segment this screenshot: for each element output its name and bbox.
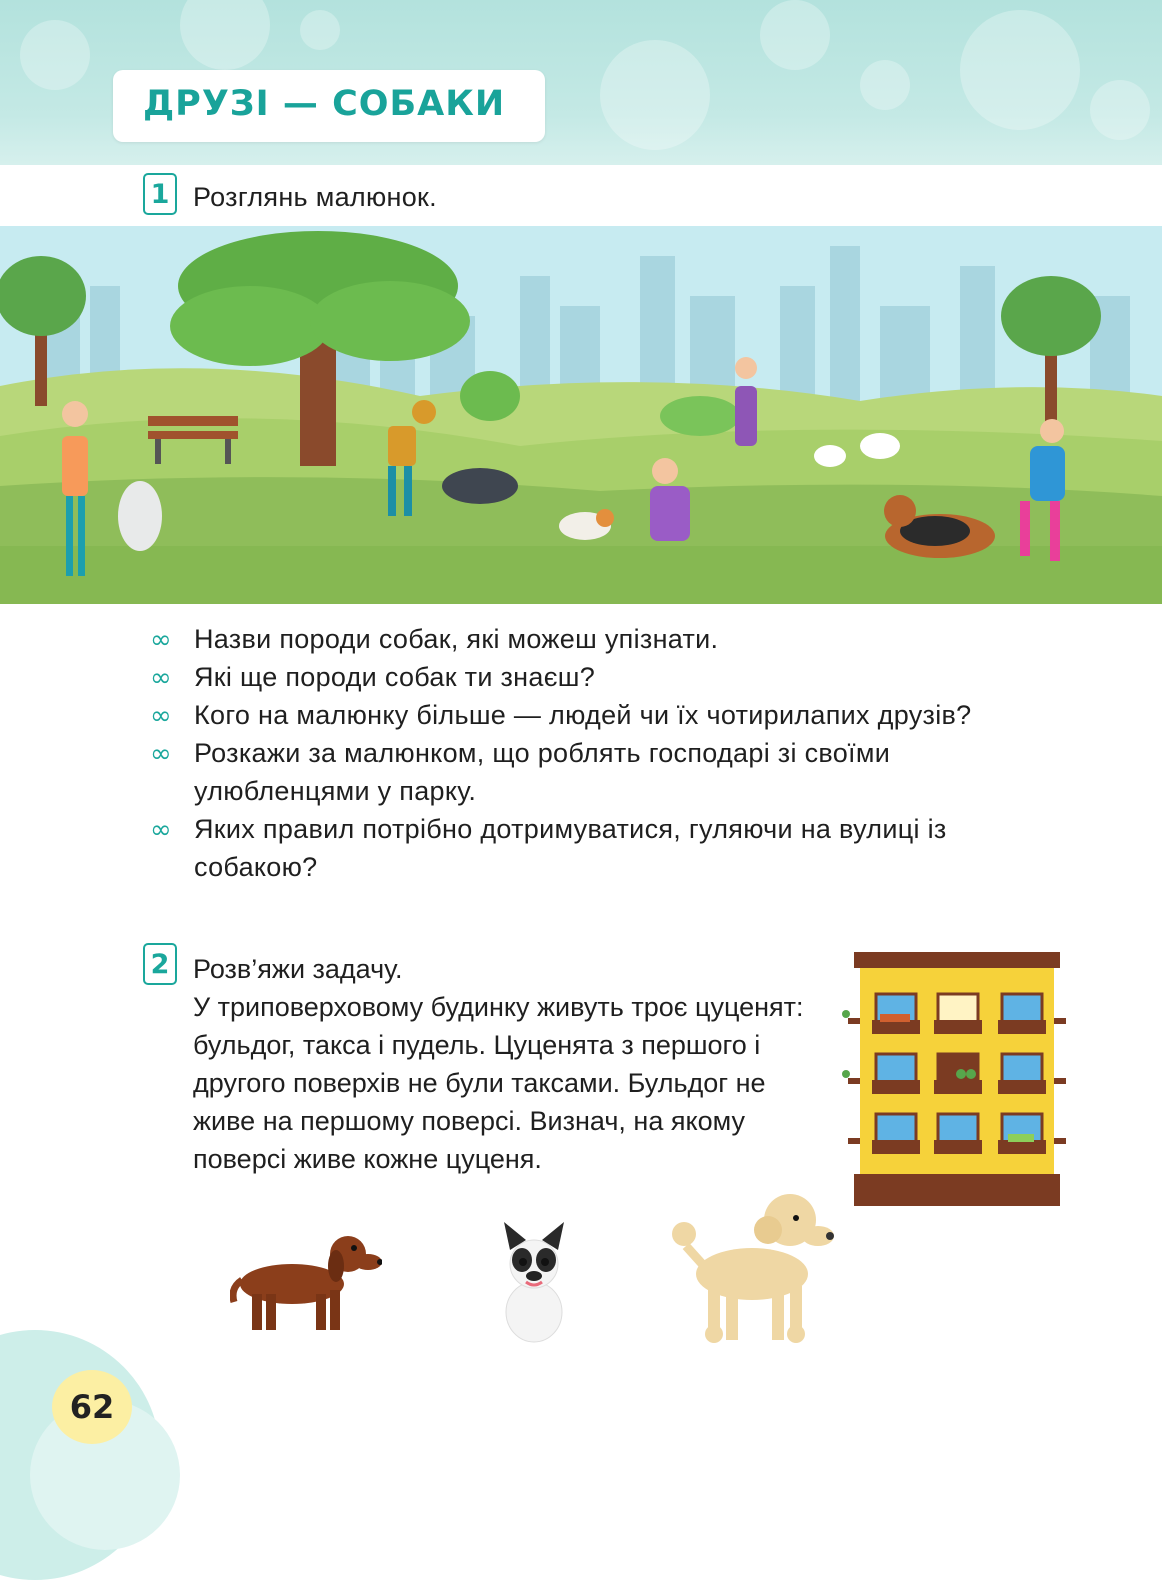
title-box <box>113 70 545 142</box>
infinity-icon: ∞ <box>150 815 172 845</box>
poodle-illustration <box>664 1190 836 1348</box>
question-item <box>150 658 1030 696</box>
page-title: ДРУЗІ — СОБАКИ <box>143 84 506 124</box>
infinity-icon: ∞ <box>150 739 172 769</box>
question-item <box>150 810 1030 886</box>
question-text: Розкажи за малюнком, що роблять господарі зі своїми улюбленцями у парку. <box>194 738 891 806</box>
apartment-building-illustration <box>836 948 1080 1210</box>
task-2-number: 2 <box>143 943 177 985</box>
question-item <box>150 696 1030 734</box>
dachshund-illustration <box>230 1228 382 1336</box>
question-text: Кого на малюнку більше — людей чи їх чотирилапих друзів? <box>194 700 972 730</box>
task-2-block <box>193 950 833 1178</box>
infinity-icon: ∞ <box>150 701 172 731</box>
task-2-problem: У триповерховому будинку живуть троє цуценят: бульдог, такса і пудель. Цуценята з першого і другого поверхів не були таксами. Бульдог не живе на першому поверсі. Визнач, на якому поверсі живе кожне цуценя. <box>193 992 804 1174</box>
french-bulldog-illustration <box>496 1220 572 1344</box>
infinity-icon: ∞ <box>150 625 172 655</box>
park-scene-illustration <box>0 226 1162 604</box>
page-number: 62 <box>52 1370 132 1444</box>
question-text: Які ще породи собак ти знаєш? <box>194 662 596 692</box>
question-item <box>150 734 1030 810</box>
question-list <box>150 620 1030 886</box>
task-2-instruction: Розв’яжи задачу. <box>193 954 403 984</box>
question-item <box>150 620 1030 658</box>
task-1-number: 1 <box>143 173 177 215</box>
question-text: Назви породи собак, які можеш упізнати. <box>194 624 719 654</box>
infinity-icon: ∞ <box>150 663 172 693</box>
question-text: Яких правил потрібно дотримуватися, гуляючи на вулиці із собакою? <box>194 814 947 882</box>
task-1-instruction: Розглянь малюнок. <box>193 182 437 212</box>
